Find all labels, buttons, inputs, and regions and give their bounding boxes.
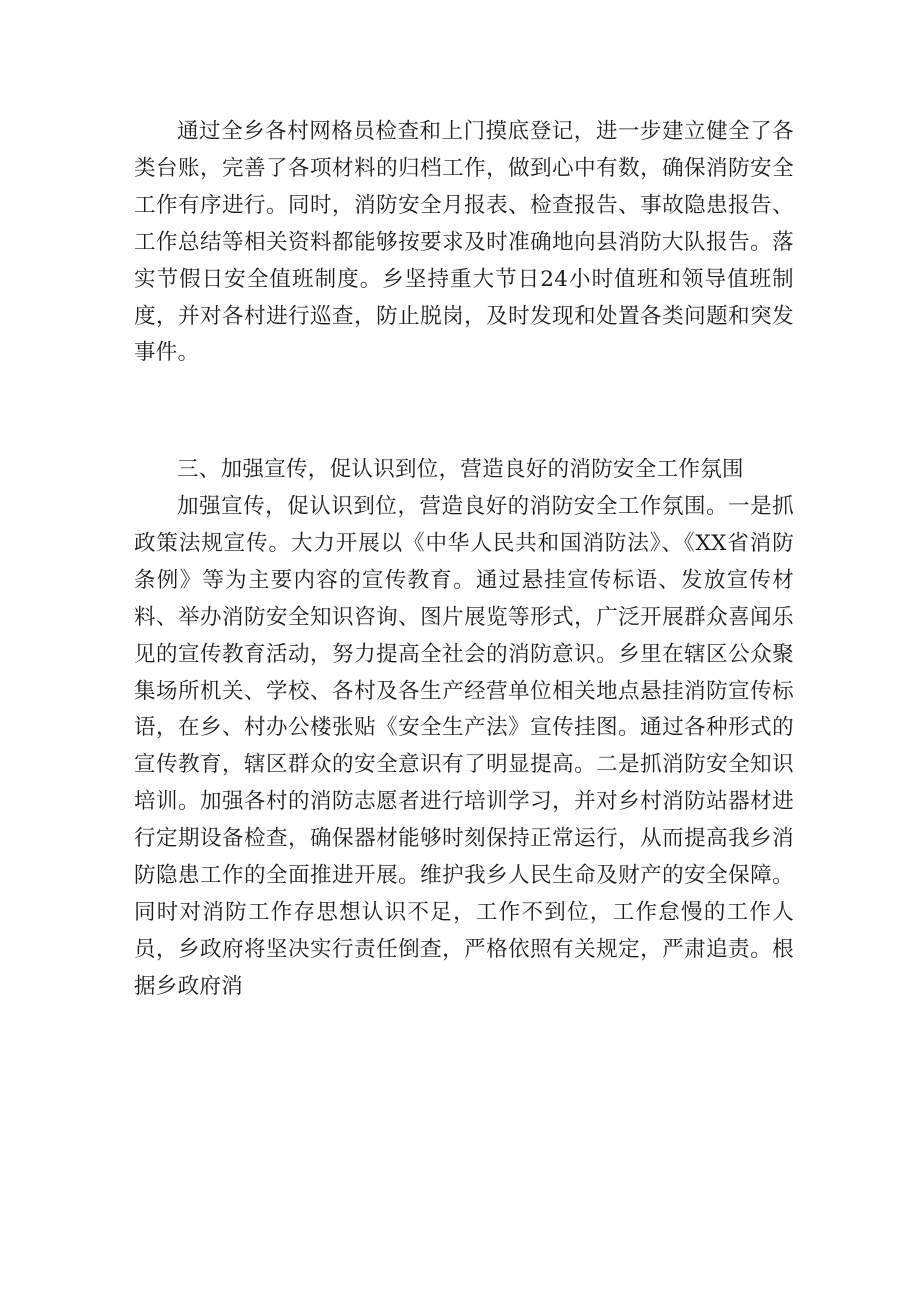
section-heading-block <box>134 452 794 489</box>
paragraph-block-2 <box>134 489 794 1006</box>
paragraph-record-keeping: 通过全乡各村网格员检查和上门摸底登记，进一步建立健全了各类台账，完善了各项材料的归档工作，做到心中有数，确保消防安全工作有序进行。同时，消防安全月报表、检查报告、事故隐患报告、工作总结等相关资料都能够按要求及时准确地向县消防大队报告。落实节假日安全值班制度。乡坚持重大节日24小时值班和领导值班制度，并对各村进行巡查，防止脱岗，及时发现和处置各类问题和突发事件。 <box>134 119 794 366</box>
section-heading: 三、加强宣传，促认识到位，营造良好的消防安全工作氛围 <box>177 457 744 482</box>
paragraph-publicity: 加强宣传，促认识到位，营造良好的消防安全工作氛围。一是抓政策法规宣传。大力开展以《中华人民共和国消防法》、《XX省消防条例》等为主要内容的宣传教育。通过悬挂宣传标语、发放宣传材料、举办消防安全知识咨询、图片展览等形式，广泛开展群众喜闻乐见的宣传教育活动，努力提高全社会的消防意识。乡里在辖区公众聚集场所机关、学校、各村及各生产经营单位相关地点悬挂消防宣传标语，在乡、村办公楼张贴《安全生产法》宣传挂图。通过各种形式的宣传教育，辖区群众的安全意识有了明显提高。二是抓消防安全知识培训。加强各村的消防志愿者进行培训学习，并对乡村消防站器材进行定期设备检查，确保器材能够时刻保持正常运行，从而提高我乡消防隐患工作的全面推进开展。维护我乡人民生命及财产的安全保障。同时对消防工作存思想认识不足，工作不到位，工作怠慢的工作人员，乡政府将坚决实行责任倒查，严格依照有关规定，严肃追责。根据乡政府消 <box>134 494 794 999</box>
paragraph-block-1 <box>134 114 794 372</box>
